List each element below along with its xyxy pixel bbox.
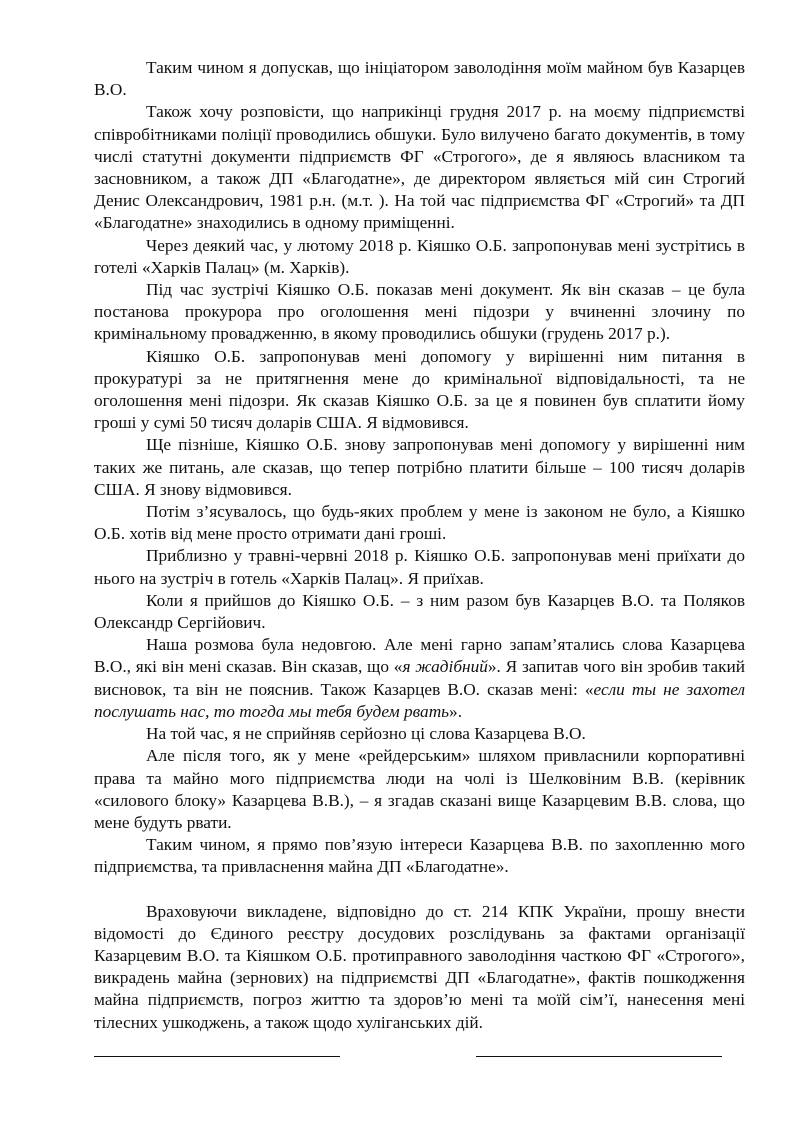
quote-text-after: ».	[449, 701, 463, 721]
paragraph-gap	[94, 879, 745, 901]
paragraph-5: Кіяшко О.Б. запропонував мені допомогу у вирішенні ним питання в прокуратурі за не притягнення мене до кримінальної відповідальності, та не оголошення мені підозри. Як сказав Кіяшко О.Б. за це я повинен був сплатити йому гроші у сумі 50 тисяч доларів США. Я відмовився.	[94, 346, 745, 433]
paragraph-4: Під час зустрічі Кіяшко О.Б. показав мені документ. Як він сказав – це була постанова прокурора про оголошення мені підозри у вчиненні злочину по кримінальному провадженню, в якому проводились обшуки (грудень 2017 р.).	[94, 280, 745, 344]
paragraph-quote	[94, 634, 745, 723]
paragraph-7: Потім з’ясувалось, що будь-яких проблем у мене із законом не було, а Кіяшко О.Б. хотів від мене просто отримати дані гроші.	[94, 502, 745, 544]
quote-greedy: я жадібний	[402, 657, 488, 677]
request-paragraph: Враховуючи викладене, відповідно до ст. 214 КПК України, прошу внести відомості до Єдиного реєстру досудових розслідувань за фактами організації Казарцевим В.О. та Кіяшком О.Б. протиправного заволодіння часткою ФГ «Строгого», викрадень майна (зернових) на підприємстві ДП «Благодатне», фактів пошкодження майна підприємств, погроз життю та здоров’ю мені та моїй сім’ї, нанесення мені тілесних ушкоджень, а також щодо хуліганських дій.	[94, 901, 745, 1032]
paragraph-13: Таким чином, я прямо пов’язую інтереси Казарцева В.В. по захопленню мого підприємства, та привласнення майна ДП «Благодатне».	[94, 835, 745, 877]
paragraph-9: Коли я прийшов до Кіяшко О.Б. – з ним разом був Казарцев В.О. та Поляков Олександр Сергійович.	[94, 590, 745, 633]
paragraph-2: Також хочу розповісти, що наприкінці грудня 2017 р. на моєму підприємстві співробітниками поліції проводились обшуки. Було вилучено багато документів, в тому числі статутні документи підприємств ФГ «Строгого», де я являюсь власником та засновником, а також ДП «Благодатне», де директором являється мій син Строгий Денис Олександрович, 1981 р.н. (м.т. ). На той час підприємства ФГ «Строгий» та ДП «Благодатне» знаходились в одному приміщенні.	[94, 102, 745, 233]
quote-text-middle: ». Я запитав чого він зробив такий висновок, та він не пояснив. Також Казарцев В.О. сказав мені: «	[94, 657, 745, 699]
paragraph-3: Через деякий час, у лютому 2018 р. Кіяшко О.Б. запропонував мені зустрітись в готелі «Харків Палац» (м. Харків).	[94, 235, 745, 277]
signature-line-left	[94, 1044, 340, 1057]
paragraph-6: Ще пізніше, Кіяшко О.Б. знову запропонував мені допомогу у вирішенні ним таких же питань, але сказав, що тепер потрібно платити більше – 100 тисяч доларів США. Я знову відмовився.	[94, 435, 745, 499]
paragraph-12: Але після того, як у мене «рейдерським» шляхом привласнили корпоративні права та майно мого підприємства люди на чолі із Шелковіним В.В. (керівник «силового блоку» Казарцева В.В.), – я згадав сказані вище Казарцевим В.В. слова, що мене будуть рвати.	[94, 746, 745, 832]
quote-threat: если ты не захотел послушать нас, то тогда мы тебя будем рвать	[94, 679, 745, 721]
paragraph-1: Таким чином я допускав, що ініціатором заволодіння моїм майном був Казарцев В.О.	[94, 58, 745, 100]
paragraph-11: На той час, я не сприйняв серйозно ці слова Казарцева В.О.	[146, 724, 586, 744]
quote-text-before: Наша розмова була недовгою. Але мені гарно запам’ятались слова Казарцева В.О., які він мені сказав. Він сказав, що «	[94, 635, 745, 677]
paragraph-8: Приблизно у травні-червні 2018 р. Кіяшко О.Б. запропонував мені приїхати до нього на зустріч в готель «Харків Палац». Я приїхав.	[94, 546, 745, 588]
signature-line-right	[476, 1044, 722, 1057]
signature-lines	[94, 1044, 722, 1057]
